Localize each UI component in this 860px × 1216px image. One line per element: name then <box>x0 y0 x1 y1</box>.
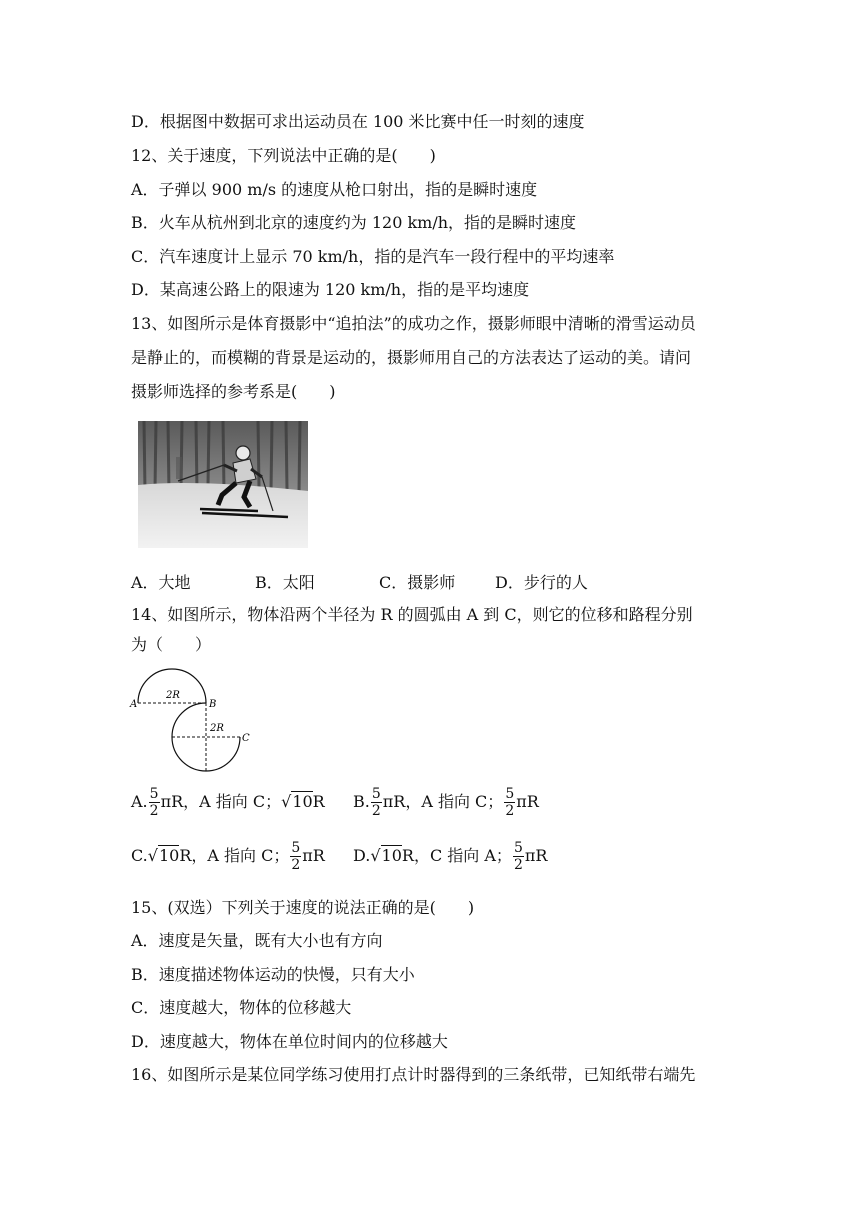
q15-option-a: A．速度是矢量，既有大小也有方向 <box>131 931 383 950</box>
arc-path-diagram <box>128 665 258 780</box>
q14-option-d: D.√10R，C 指向 A； $\frac{5}{2}$ πR <box>353 840 548 873</box>
label-c: C <box>242 733 250 744</box>
label-2r-top: 2R <box>166 690 180 701</box>
q13-option-c: C．摄影师 <box>379 573 456 592</box>
q14-option-c: C.√10R，A 指向 C； $\frac{5}{2}$ πR <box>131 840 325 873</box>
q15-stem: 15、(双选）下列关于速度的说法正确的是( ) <box>131 898 475 917</box>
q15-option-b: B．速度描述物体运动的快慢，只有大小 <box>131 965 415 984</box>
q15-option-c: C．速度越大，物体的位移越大 <box>131 998 352 1017</box>
q14-option-a: A. $\frac{5}{2}$ πR，A 指向 C；√10R <box>131 786 325 819</box>
label-2r-bottom: 2R <box>210 723 224 734</box>
q15-option-d: D．速度越大，物体在单位时间内的位移越大 <box>131 1032 448 1051</box>
q13-option-b: B．太阳 <box>255 573 315 592</box>
q14-option-b: B. $\frac{5}{2}$ πR，A 指向 C； $\frac{5}{2}$ πR <box>353 786 539 819</box>
q12-option-d: D．某高速公路上的限速为 120 km/h，指的是平均速度 <box>131 280 530 299</box>
q13-stem-line1: 13、如图所示是体育摄影中“追拍法”的成功之作，摄影师眼中清晰的滑雪运动员 <box>131 314 696 333</box>
q12-option-a: A．子弹以 900 m/s 的速度从枪口射出，指的是瞬时速度 <box>131 180 538 199</box>
q12-option-c: C．汽车速度计上显示 70 km/h，指的是汽车一段行程中的平均速率 <box>131 247 615 266</box>
q13-stem-line3: 摄影师选择的参考系是( ) <box>131 382 336 401</box>
q11-option-d: D．根据图中数据可求出运动员在 100 米比赛中任一时刻的速度 <box>131 112 585 131</box>
label-a: A <box>130 699 138 710</box>
q14-options-row2 <box>131 838 547 874</box>
q13-options <box>131 571 588 595</box>
q12-stem: 12、关于速度，下列说法中正确的是( ) <box>131 146 436 165</box>
q12-option-b: B．火车从杭州到北京的速度约为 120 km/h，指的是瞬时速度 <box>131 213 577 232</box>
skier-photo <box>138 421 308 548</box>
q13-option-a: A．大地 <box>131 573 191 592</box>
q14-stem-line1: 14、如图所示，物体沿两个半径为 R 的圆弧由 A 到 C，则它的位移和路程分别 <box>131 605 693 624</box>
q14-options-row1 <box>131 784 539 820</box>
q13-option-d: D．步行的人 <box>495 573 588 592</box>
q16-stem-line1: 16、如图所示是某位同学练习使用打点计时器得到的三条纸带，已知纸带右端先 <box>131 1065 696 1084</box>
q13-stem-line2: 是静止的，而模糊的背景是运动的，摄影师用自己的方法表达了运动的美。请问 <box>131 348 692 367</box>
label-b: B <box>209 699 217 710</box>
q14-stem-line2: 为（ ） <box>131 635 212 654</box>
